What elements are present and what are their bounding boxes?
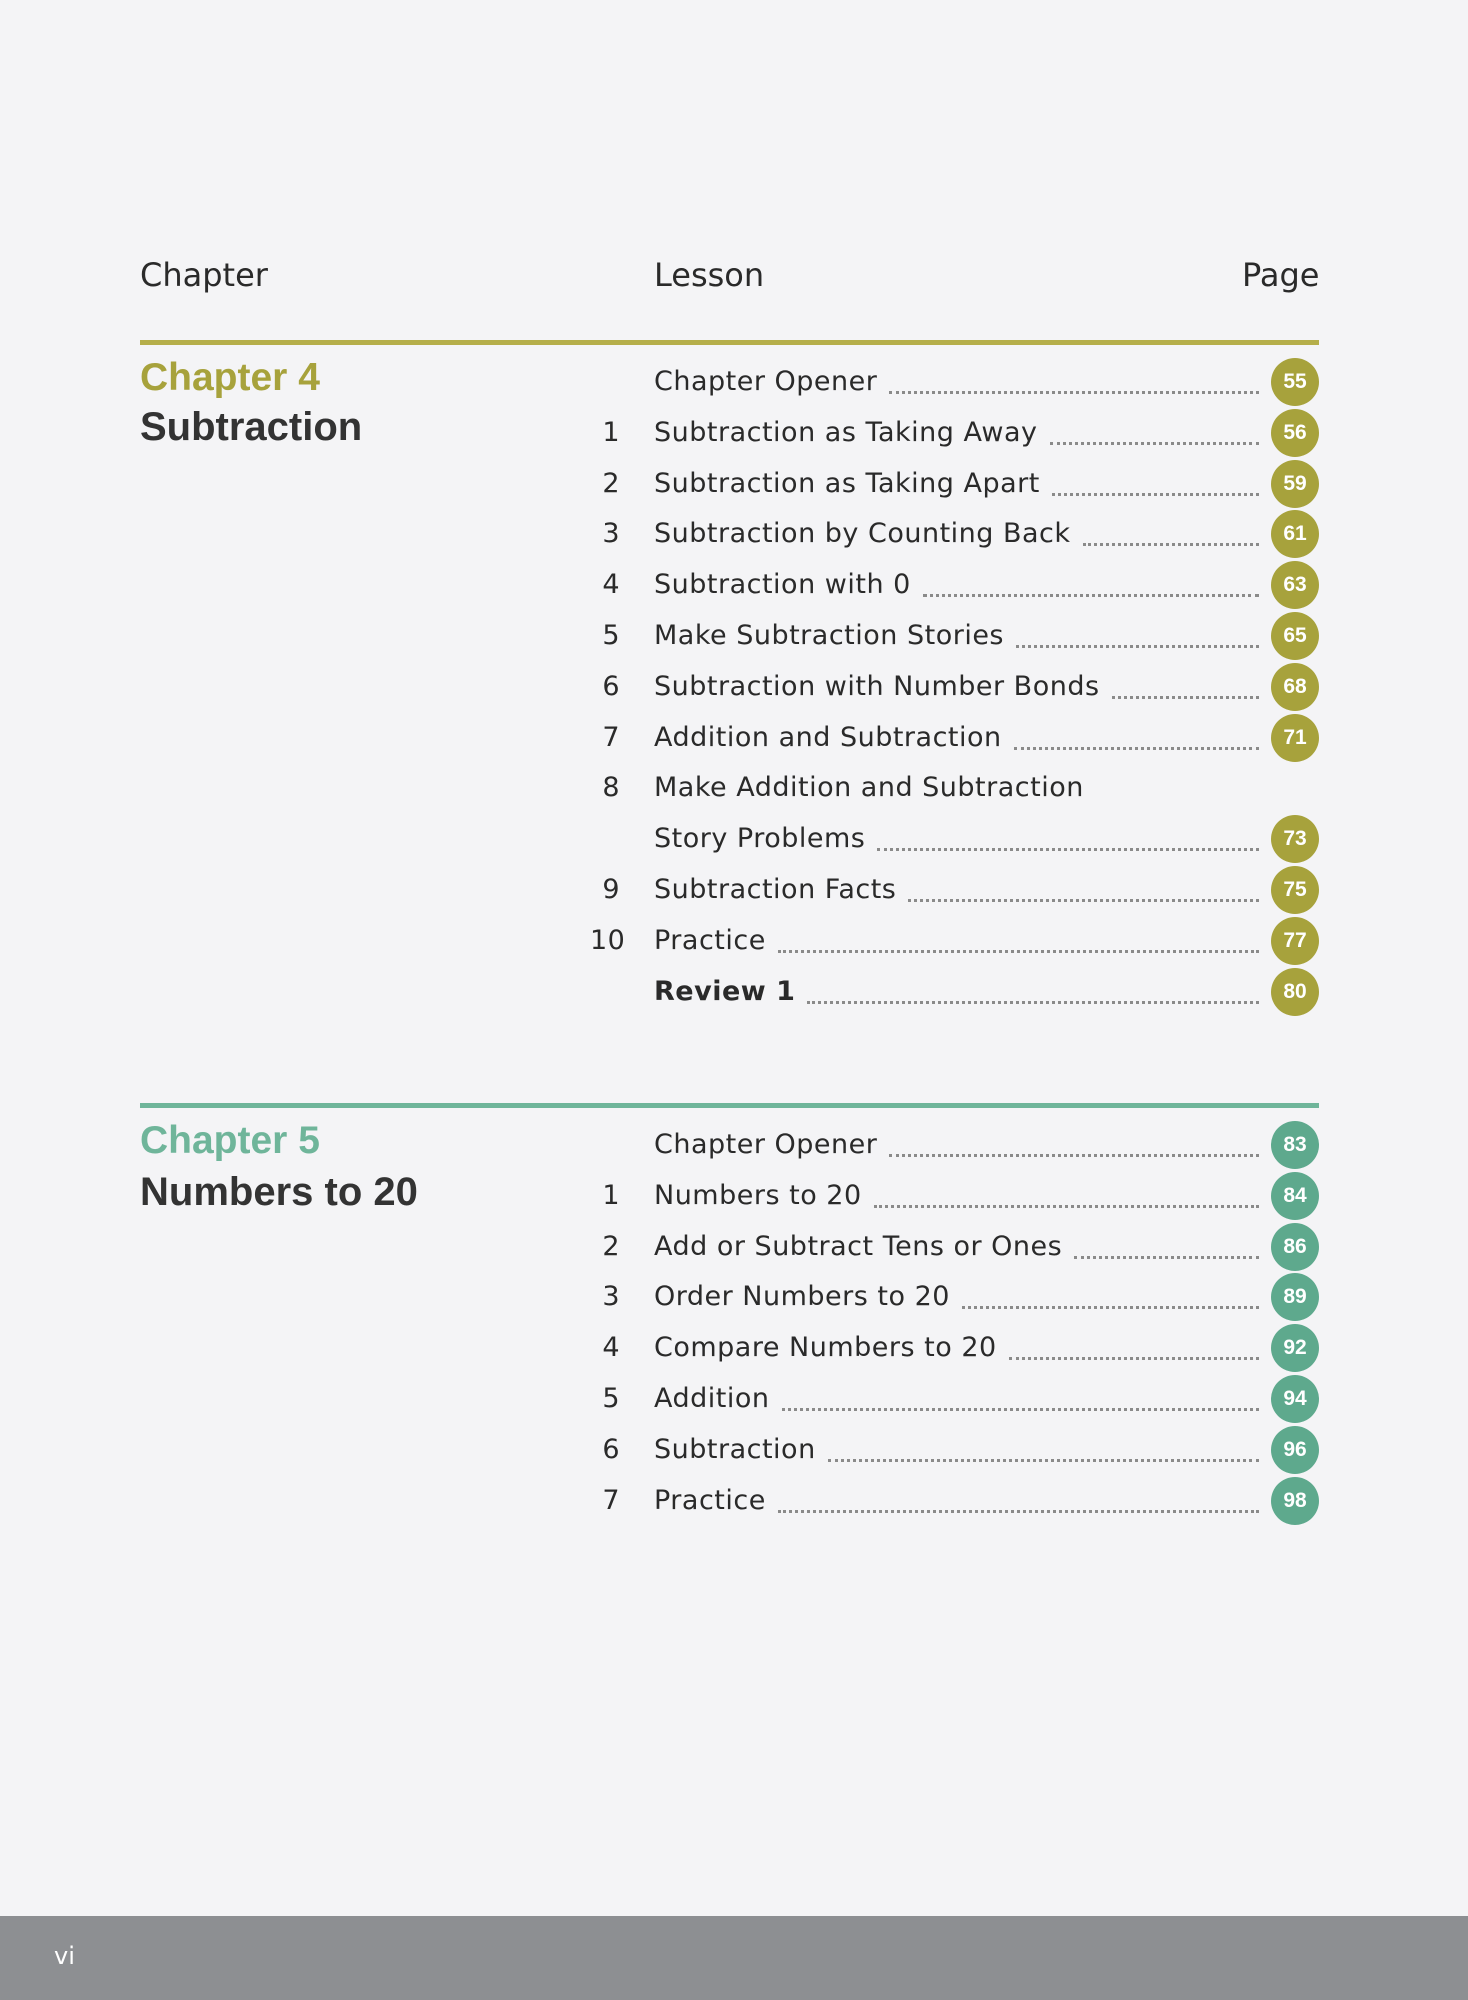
- lesson-title: Chapter Opener: [654, 1129, 878, 1160]
- dot-leader: [1009, 1357, 1259, 1360]
- chapter-5-label: Chapter 5: [140, 1119, 320, 1162]
- lesson-number: 6: [602, 670, 620, 702]
- toc-row[interactable]: [590, 1273, 1319, 1323]
- dot-leader: [778, 1510, 1259, 1513]
- page-number-badge: 83: [1271, 1121, 1319, 1169]
- lesson-title: Make Addition and Subtraction: [654, 772, 1084, 804]
- page-number-badge: 77: [1271, 917, 1319, 965]
- page-number-badge: 94: [1271, 1375, 1319, 1423]
- toc-row[interactable]: [590, 764, 1319, 814]
- lesson-number: 1: [602, 416, 620, 448]
- page-number-badge: 84: [1271, 1172, 1319, 1220]
- lesson-number: 10: [590, 924, 626, 956]
- page-number-badge: 98: [1271, 1477, 1319, 1525]
- dot-leader: [889, 1154, 1259, 1157]
- lesson-title: Subtraction by Counting Back: [654, 518, 1071, 550]
- dot-leader: [923, 594, 1259, 597]
- column-header-page: Page: [1242, 256, 1320, 294]
- page-number-badge: 96: [1271, 1426, 1319, 1474]
- dot-leader: [877, 848, 1259, 851]
- dot-leader: [778, 950, 1259, 953]
- toc-row[interactable]: [590, 1172, 1319, 1222]
- chapter-4-label: Chapter 4: [140, 356, 320, 399]
- dot-leader: [807, 1001, 1259, 1004]
- toc-row[interactable]: [590, 1324, 1319, 1374]
- lesson-title: Numbers to 20: [654, 1179, 862, 1211]
- page-footer: [0, 1916, 1468, 2000]
- dot-leader: [1014, 747, 1259, 750]
- dot-leader: [1052, 493, 1259, 496]
- page-number-badge: 80: [1271, 968, 1319, 1016]
- chapter-4-divider: [140, 340, 1319, 345]
- lesson-title: Add or Subtract Tens or Ones: [654, 1230, 1063, 1262]
- lesson-title: Review 1: [654, 975, 796, 1007]
- column-header-chapter: Chapter: [140, 256, 268, 294]
- lesson-title: Compare Numbers to 20: [654, 1332, 997, 1364]
- toc-row[interactable]: [590, 866, 1319, 916]
- toc-row[interactable]: [590, 815, 1319, 865]
- toc-row[interactable]: [590, 1426, 1319, 1476]
- dot-leader: [828, 1459, 1259, 1462]
- lesson-number: 7: [602, 721, 620, 753]
- page-number-badge: 55: [1271, 358, 1319, 406]
- page-number: vi: [54, 1942, 75, 1970]
- toc-row[interactable]: [590, 1477, 1319, 1527]
- toc-row[interactable]: [590, 358, 1319, 408]
- toc-row[interactable]: [590, 1121, 1319, 1171]
- page-number-badge: 73: [1271, 815, 1319, 863]
- chapter-5-divider: [140, 1103, 1319, 1108]
- lesson-number: 2: [602, 467, 620, 499]
- dot-leader: [1074, 1256, 1259, 1259]
- lesson-title: Subtraction as Taking Apart: [654, 467, 1040, 499]
- lesson-number: 5: [602, 620, 620, 651]
- toc-row[interactable]: [590, 612, 1319, 662]
- chapter-4-title: Subtraction: [140, 405, 363, 449]
- dot-leader: [1050, 442, 1259, 445]
- toc-row[interactable]: [590, 409, 1319, 459]
- lesson-number: 2: [602, 1230, 620, 1262]
- dot-leader: [874, 1205, 1259, 1208]
- chapter-5-title: Numbers to 20: [140, 1170, 418, 1214]
- toc-row[interactable]: [590, 663, 1319, 713]
- lesson-title: Addition: [654, 1383, 770, 1414]
- dot-leader: [1112, 696, 1259, 699]
- lesson-number: 9: [602, 874, 620, 905]
- lesson-title: Story Problems: [654, 823, 866, 855]
- page-number-badge: 68: [1271, 663, 1319, 711]
- lesson-number: 4: [602, 1332, 620, 1364]
- dot-leader: [1083, 543, 1259, 546]
- lesson-title: Subtraction as Taking Away: [654, 416, 1038, 448]
- page-number-badge: 92: [1271, 1324, 1319, 1372]
- lesson-title: Subtraction Facts: [654, 874, 897, 905]
- lesson-title: Addition and Subtraction: [654, 721, 1002, 753]
- page-number-badge: 59: [1271, 460, 1319, 508]
- toc-row[interactable]: [590, 460, 1319, 510]
- lesson-number: 4: [602, 569, 620, 601]
- lesson-title: Practice: [654, 1484, 766, 1516]
- toc-row[interactable]: [590, 1223, 1319, 1273]
- toc-row[interactable]: [590, 561, 1319, 611]
- lesson-number: 8: [602, 772, 620, 804]
- toc-row[interactable]: [590, 510, 1319, 560]
- lesson-number: 3: [602, 518, 620, 550]
- dot-leader: [908, 899, 1259, 902]
- toc-row[interactable]: [590, 1375, 1319, 1425]
- page-number-badge: 71: [1271, 714, 1319, 762]
- lesson-number: 6: [602, 1433, 620, 1465]
- page-number-badge: 65: [1271, 612, 1319, 660]
- dot-leader: [782, 1408, 1259, 1411]
- page-number-badge: 75: [1271, 866, 1319, 914]
- dot-leader: [962, 1306, 1259, 1309]
- lesson-title: Subtraction with Number Bonds: [654, 670, 1100, 702]
- lesson-title: Subtraction: [654, 1433, 816, 1465]
- page-number-badge: 61: [1271, 510, 1319, 558]
- lesson-title: Practice: [654, 924, 766, 956]
- lesson-title: Order Numbers to 20: [654, 1281, 950, 1313]
- dot-leader: [889, 391, 1259, 394]
- toc-row[interactable]: [590, 917, 1319, 967]
- lesson-title: Make Subtraction Stories: [654, 620, 1005, 651]
- lesson-title: Subtraction with 0: [654, 569, 911, 601]
- lesson-number: 3: [602, 1281, 620, 1313]
- lesson-number: 1: [602, 1179, 620, 1211]
- page-number-badge: 56: [1271, 409, 1319, 457]
- lesson-title: Chapter Opener: [654, 366, 878, 397]
- page-number-badge: 86: [1271, 1223, 1319, 1271]
- dot-leader: [1016, 645, 1259, 648]
- column-header-lesson: Lesson: [654, 256, 765, 294]
- toc-row[interactable]: [590, 968, 1319, 1018]
- toc-row[interactable]: [590, 714, 1319, 764]
- page-number-badge: 63: [1271, 561, 1319, 609]
- page-number-badge: 89: [1271, 1273, 1319, 1321]
- lesson-number: 7: [602, 1484, 620, 1516]
- lesson-number: 5: [602, 1383, 620, 1414]
